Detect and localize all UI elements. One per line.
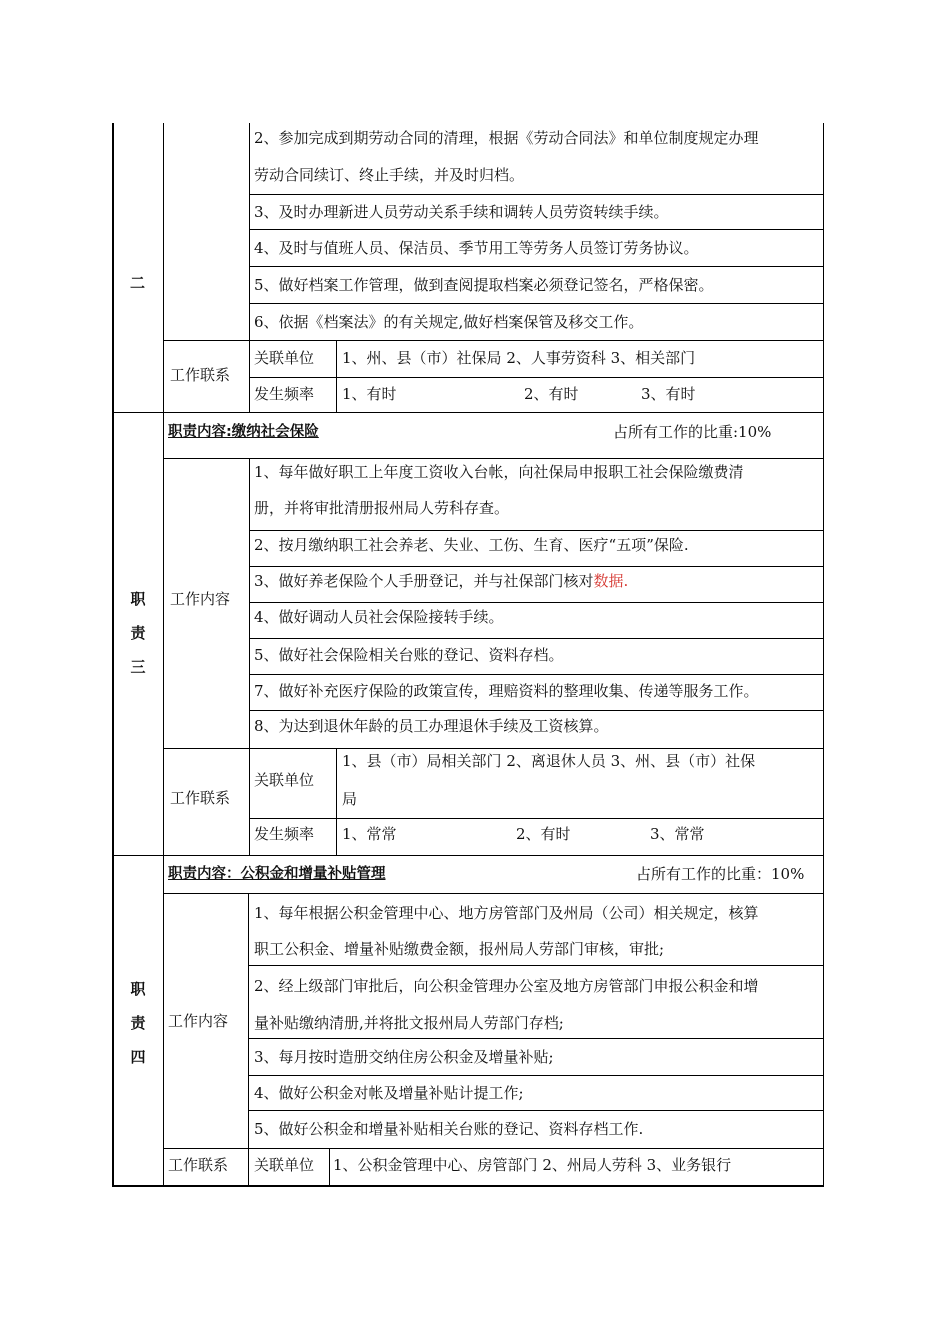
grid-line	[112, 855, 824, 856]
grid-line	[249, 638, 824, 639]
sec2-freq-2: 2、有时	[524, 385, 579, 403]
section-4-label: 职 责 四	[130, 980, 146, 1066]
section-3-label: 职 责 三	[130, 590, 146, 676]
sec4-item: 5、做好公积金和增量补贴相关台账的登记、资料存档工作.	[254, 1120, 644, 1138]
sec3-item: 5、做好社会保险相关台账的登记、资料存档。	[254, 646, 564, 664]
sec3-item: 3、做好养老保险个人手册登记，并与社保部门核对数据.	[254, 572, 629, 590]
grid-line	[249, 710, 824, 711]
sec4-rel-value: 1、公积金管理中心、房管部门 2、州局人劳科 3、业务银行	[333, 1156, 732, 1174]
sec3-freq-3: 3、常常	[650, 825, 705, 843]
sec3-contact-label: 工作联系	[170, 789, 231, 807]
sec2-item: 6、依据《档案法》的有关规定,做好档案保管及移交工作。	[254, 313, 644, 331]
grid-line	[248, 965, 824, 966]
sec3-title: 职责内容:缴纳社会保险	[168, 424, 319, 440]
sec3-item: 8、为达到退休年龄的员工办理退休手续及工资核算。	[254, 717, 609, 735]
grid-line	[163, 458, 824, 459]
grid-line	[248, 893, 249, 1185]
sec2-rel-value: 1、州、县（市）社保局 2、人事劳资科 3、相关部门	[342, 349, 696, 367]
table-border-bottom	[112, 1185, 824, 1187]
grid-line	[163, 412, 164, 856]
sec2-freq-label: 发生频率	[254, 385, 315, 403]
sec4-item: 4、做好公积金对帐及增量补贴计提工作;	[254, 1084, 524, 1102]
sec4-title: 职责内容：公积金和增量补贴管理	[168, 866, 386, 882]
sec4-item: 3、每月按时造册交纳住房公积金及增量补贴;	[254, 1048, 554, 1066]
sec3-ratio: 占所有工作的比重:10%	[613, 423, 772, 441]
sec4-content-label: 工作内容	[168, 1012, 229, 1030]
table-border-right	[823, 123, 824, 1186]
sec4-item: 量补贴缴纳清册,并将批文报州局人劳部门存档;	[254, 1014, 564, 1032]
sec4-item: 职工公积金、增量补贴缴费金额，报州局人劳部门审核，审批;	[254, 940, 665, 958]
grid-line	[249, 303, 824, 304]
sec3-rel-label: 关联单位	[254, 771, 315, 789]
sec3-freq-1: 1、常常	[342, 825, 397, 843]
grid-line	[112, 412, 824, 413]
sec3-item: 2、按月缴纳职工社会养老、失业、工伤、生育、医疗“五项”保险.	[254, 536, 689, 554]
grid-line	[249, 530, 824, 531]
grid-line	[249, 674, 824, 675]
grid-line	[249, 266, 824, 267]
sec2-item: 2、参加完成到期劳动合同的清理，根据《劳动合同法》和单位制度规定办理	[254, 129, 759, 147]
grid-line	[163, 855, 164, 1185]
grid-line	[249, 566, 824, 567]
grid-line	[163, 340, 824, 341]
grid-line	[248, 1038, 824, 1039]
grid-line	[163, 748, 824, 749]
sec3-rel-value-cont: 局	[342, 790, 358, 808]
sec3-item-red: 数据.	[593, 572, 629, 590]
sec3-item: 册，并将审批清册报州局人劳科存查。	[254, 499, 510, 517]
section-2-label: 二	[130, 274, 146, 292]
grid-line	[163, 893, 824, 894]
sec2-contact-label: 工作联系	[170, 366, 231, 384]
grid-line	[163, 123, 164, 413]
sec4-item: 2、经上级部门审批后，向公积金管理办公室及地方房管部门申报公积金和增	[254, 977, 759, 995]
sec4-rel-label: 关联单位	[254, 1156, 315, 1174]
sec2-item: 3、及时办理新进人员劳动关系手续和调转人员劳资转续手续。	[254, 203, 669, 221]
grid-line	[249, 229, 824, 230]
sec4-item: 1、每年根据公积金管理中心、地方房管部门及州局（公司）相关规定，核算	[254, 904, 759, 922]
grid-line	[248, 1110, 824, 1111]
sec2-item: 4、及时与值班人员、保洁员、季节用工等劳务人员签订劳务协议。	[254, 239, 699, 257]
grid-line	[249, 602, 824, 603]
grid-line	[249, 194, 824, 195]
sec3-freq-2: 2、有时	[516, 825, 571, 843]
sec3-rel-value: 1、县（市）局相关部门 2、离退休人员 3、州、县（市）社保	[342, 752, 756, 770]
sec3-freq-label: 发生频率	[254, 825, 315, 843]
sec2-rel-label: 关联单位	[254, 349, 315, 367]
sec3-item: 7、做好补充医疗保险的政策宣传，理赔资料的整理收集、传递等服务工作。	[254, 682, 759, 700]
sec2-freq-1: 1、有时	[342, 385, 397, 403]
sec2-item: 5、做好档案工作管理，做到查阅提取档案必须登记签名，严格保密。	[254, 276, 714, 294]
sec3-item: 4、做好调动人员社会保险接转手续。	[254, 608, 504, 626]
sec2-item: 劳动合同续订、终止手续，并及时归档。	[254, 166, 525, 184]
sec3-content-label: 工作内容	[170, 590, 231, 608]
grid-line	[249, 818, 824, 819]
grid-line	[248, 1075, 824, 1076]
table-border-left	[112, 123, 114, 1186]
grid-line	[329, 1148, 330, 1185]
grid-line	[249, 123, 250, 413]
grid-line	[336, 748, 337, 856]
sec3-item: 1、每年做好职工上年度工资收入台帐，向社保局申报职工社会保险缴费清	[254, 463, 744, 481]
sec4-ratio: 占所有工作的比重：10%	[636, 865, 805, 883]
grid-line	[249, 377, 824, 378]
sec4-contact-label: 工作联系	[168, 1156, 229, 1174]
sec2-freq-3: 3、有时	[641, 385, 696, 403]
grid-line	[163, 1148, 824, 1149]
grid-line	[249, 458, 250, 856]
